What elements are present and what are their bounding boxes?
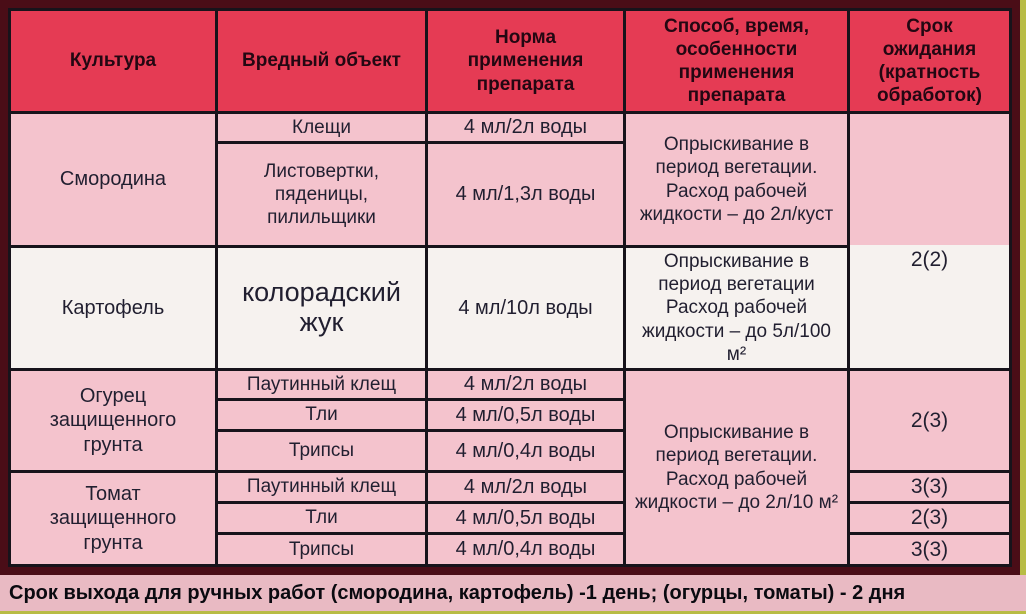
- footer-note: Срок выхода для ручных работ (смородина, картофель) -1 день; (огурцы, томаты) - 2 дня: [0, 575, 1026, 611]
- cell-cucumber-pest-aphids: Тли: [218, 401, 425, 429]
- cell-tomato-rate-spidermite: 4 мл/2л воды: [428, 473, 623, 501]
- cell-potato-pest: колорадский жук: [218, 248, 425, 368]
- cell-cucumber-rate-aphids: 4 мл/0,5л воды: [428, 401, 623, 429]
- cell-tomato-waiting-aphids: 2(3): [850, 504, 1009, 532]
- cell-cucumber-pest-spidermite: Паутинный клещ: [218, 371, 425, 398]
- cell-cucumber-rate-spidermite: 4 мл/2л воды: [428, 371, 623, 398]
- cell-cucumber-waiting: 2(3): [850, 371, 1009, 470]
- cell-tomato-waiting-spidermite: 3(3): [850, 473, 1009, 501]
- waiting-cell-pink-part: [850, 114, 1009, 245]
- cell-currant-rate-leafrollers: 4 мл/1,3л воды: [428, 144, 623, 245]
- header-cell-crop: Культура: [11, 11, 215, 111]
- cell-currant-method: Опрыскивание в период вегетации. Расход рабочей жидкости – до 2л/куст: [626, 114, 847, 245]
- cell-tomato-pest-thrips: Трипсы: [218, 535, 425, 564]
- cell-cucumber-pest-thrips: Трипсы: [218, 432, 425, 470]
- cell-tomato-pest-spidermite: Паутинный клещ: [218, 473, 425, 501]
- cell-currant-pest-leafrollers: Листовертки, пяденицы, пилильщики: [218, 144, 425, 245]
- header-cell-rate: Норма применения препарата: [428, 11, 623, 111]
- cell-potato-rate: 4 мл/10л воды: [428, 248, 623, 368]
- cell-tomato-waiting-thrips: 3(3): [850, 535, 1009, 564]
- header-cell-waiting: Срок ожидания (кратность обработок): [850, 11, 1009, 111]
- cell-currant-name: Смородина: [11, 114, 215, 245]
- application-rates-table: [8, 8, 1012, 567]
- cell-cucumber-rate-thrips: 4 мл/0,4л воды: [428, 432, 623, 470]
- header-cell-pest: Вредный объект: [218, 11, 425, 111]
- cell-currant-pest-mites: Клещи: [218, 114, 425, 141]
- cell-tomato-rate-thrips: 4 мл/0,4л воды: [428, 535, 623, 564]
- cell-tomato-rate-aphids: 4 мл/0,5л воды: [428, 504, 623, 532]
- cell-potato-name: Картофель: [11, 248, 215, 368]
- waiting-cell-value: 2(2): [910, 248, 949, 271]
- cell-currant-potato-waiting: [850, 114, 1009, 368]
- cell-potato-method: Опрыскивание в период вегетации Расход рабочей жидкости – до 5л/100 м²: [626, 248, 847, 368]
- cell-greenhouse-method: Опрыскивание в период вегетации. Расход рабочей жидкости – до 2л/10 м²: [626, 371, 847, 564]
- cell-tomato-pest-aphids: Тли: [218, 504, 425, 532]
- cell-cucumber-name: Огурец защищенного грунта: [11, 371, 215, 470]
- cell-currant-rate-mites: 4 мл/2л воды: [428, 114, 623, 141]
- header-cell-method: Способ, время, особенности применения препарата: [626, 11, 847, 111]
- cell-tomato-name: Томат защищенного грунта: [11, 473, 215, 564]
